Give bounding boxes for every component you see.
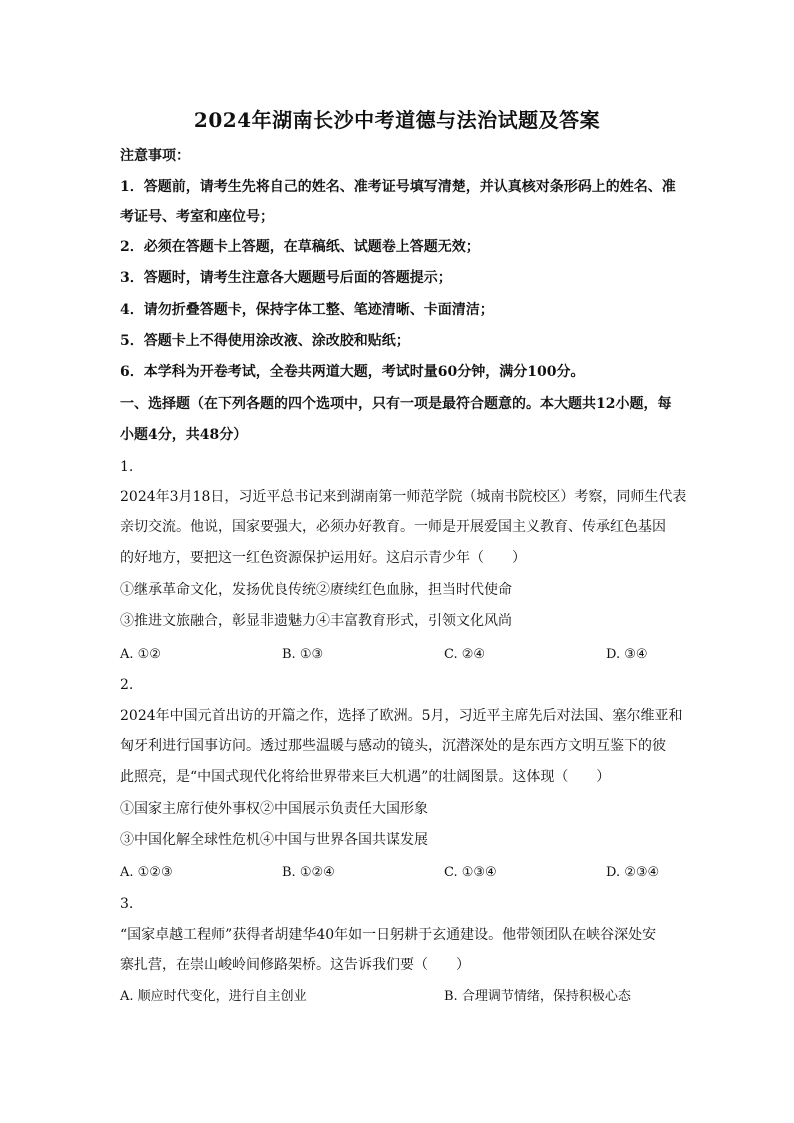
document-title: 2024年湖南长沙中考道德与法治试题及答案 [193, 108, 601, 132]
notice-heading: 注意事项： [120, 148, 190, 164]
notice-item: 4．请勿折叠答题卡，保持字体工整、笔迹清晰、卡面清洁； [120, 302, 494, 318]
option-d[interactable]: D. ③④ [606, 647, 648, 662]
section-heading: 一、选择题（在下列各题的四个选项中，只有一项是最符合题意的。本大题共12小题，每 [120, 396, 672, 412]
question-number: 3. [120, 896, 134, 912]
question-number: 2. [120, 677, 134, 693]
option-a[interactable]: A. ①②③ [120, 865, 173, 880]
option-a[interactable]: A. 顺应时代变化，进行自主创业 [120, 989, 307, 1004]
option-d[interactable]: D. ②③④ [606, 865, 660, 880]
question-text: 寨扎营，在崇山峻岭间修路架桥。这告诉我们要（ ） [120, 957, 470, 973]
question-text: 此照亮，是“中国式现代化将给世界带来巨大机遇”的壮阔图景。这体现（ ） [120, 769, 611, 785]
question-text: “国家卓越工程师”获得者胡建华40年如一日躬耕于玄通建设。他带领团队在峡谷深处安 [120, 927, 657, 943]
notice-item: 1．答题前，请考生先将自己的姓名、准考证号填写清楚，并认真核对条形码上的姓名、准 [120, 179, 676, 195]
question-statement: ①国家主席行使外事权②中国展示负责任大国形象 [120, 801, 428, 817]
question-text: 的好地方，要把这一红色资源保护运用好。这启示青少年（ ） [120, 550, 526, 566]
section-heading-cont: 小题4分，共48分） [120, 427, 248, 443]
question-text: 2024年中国元首出访的开篇之作，选择了欧洲。5月，习近平主席先后对法国、塞尔维亚和 [120, 708, 683, 724]
notice-item: 3．答题时，请考生注意各大题题号后面的答题提示； [120, 270, 452, 286]
question-number: 1. [120, 459, 134, 475]
option-b[interactable]: B. 合理调节情绪，保持积极心态 [444, 989, 631, 1004]
option-b[interactable]: B. ①②④ [282, 865, 335, 880]
option-c[interactable]: C. ①③④ [444, 865, 497, 880]
notice-item: 5．答题卡上不得使用涂改液、涂改胶和贴纸； [120, 333, 410, 349]
question-statement: ③中国化解全球性危机④中国与世界各国共谋发展 [120, 832, 428, 848]
option-c[interactable]: C. ②④ [444, 647, 486, 662]
question-statement: ①继承革命文化，发扬优良传统②赓续红色血脉，担当时代使命 [120, 582, 512, 598]
question-text: 亲切交流。他说，国家要强大，必须办好教育。一师是开展爱国主义教育、传承红色基因 [120, 519, 666, 535]
notice-item: 2．必须在答题卡上答题，在草稿纸、试题卷上答题无效； [120, 239, 480, 255]
question-text: 匈牙利进行国事访问。透过那些温暖与感动的镜头，沉潜深处的是东西方文明互鉴下的彼 [120, 738, 666, 754]
option-b[interactable]: B. ①③ [282, 647, 324, 662]
question-text: 2024年3月18日，习近平总书记来到湖南第一师范学院（城南书院校区）考察，同师生代表 [120, 489, 687, 505]
option-a[interactable]: A. ①② [120, 647, 161, 662]
question-statement: ③推进文旅融合，彰显非遗魅力④丰富教育形式，引领文化风尚 [120, 613, 512, 629]
notice-item: 6．本学科为开卷考试，全卷共两道大题，考试时量60分钟，满分100分。 [120, 364, 585, 380]
notice-item: 考证号、考室和座位号； [120, 209, 274, 225]
